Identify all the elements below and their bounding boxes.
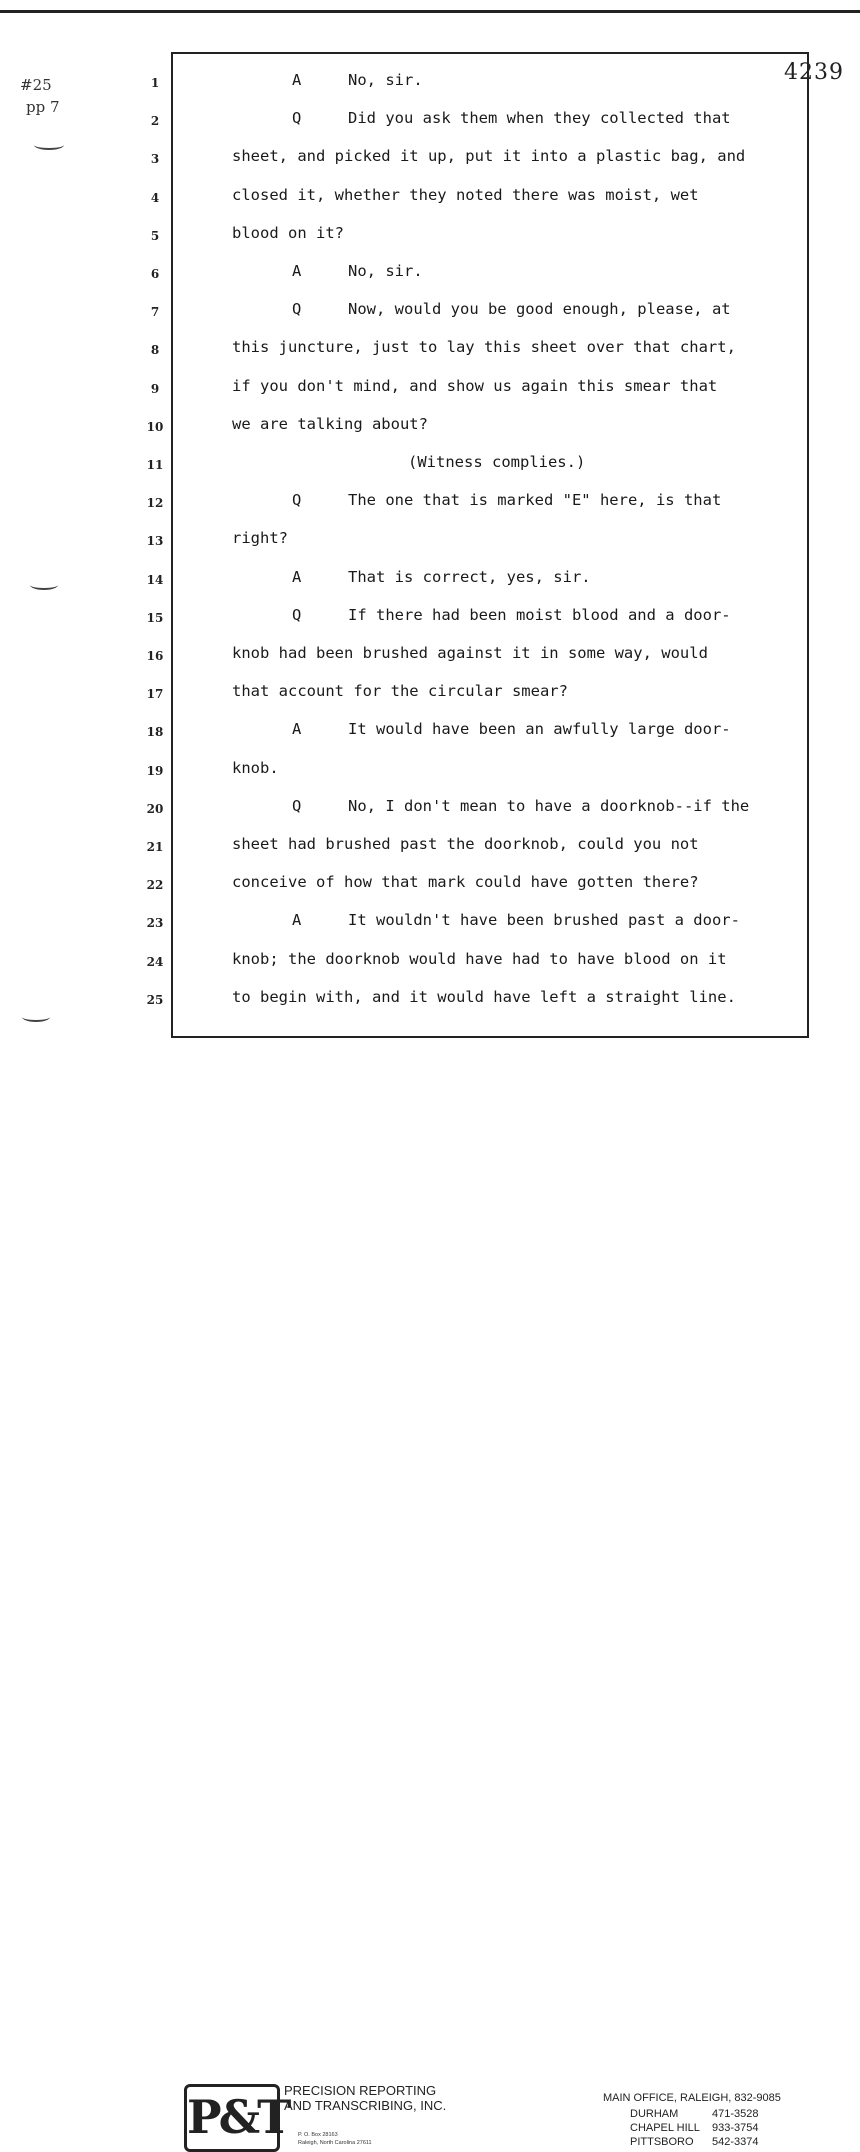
line-text: (Witness complies.) xyxy=(408,453,586,471)
speaker-label: A xyxy=(292,567,302,586)
transcript-line xyxy=(232,146,745,166)
office-chapel-hill xyxy=(630,2121,820,2135)
line-text: It would have been an awfully large door- xyxy=(348,720,731,739)
line-text: sheet had brushed past the doorknob, could you not xyxy=(232,835,699,853)
line-number: 15 xyxy=(146,610,164,625)
line-number: 14 xyxy=(146,572,164,587)
transcript-line xyxy=(232,949,727,969)
line-number: 4 xyxy=(150,190,160,205)
transcript-line xyxy=(232,872,699,892)
speaker-label: Q xyxy=(292,796,302,815)
address-line2: Raleigh, North Carolina 27611 xyxy=(298,2140,372,2146)
line-text: It wouldn't have been brushed past a door- xyxy=(348,911,740,930)
line-number: 3 xyxy=(150,152,160,167)
line-text: closed it, whether they noted there was moist, wet xyxy=(232,185,699,204)
transcript-body xyxy=(0,0,860,1040)
office-city: CHAPEL HILL xyxy=(630,2122,700,2134)
speaker-label: A xyxy=(292,262,302,280)
line-text: to begin with, and it would have left a straight line. xyxy=(232,987,736,1006)
line-text: sheet, and picked it up, put it into a plastic bag, and xyxy=(232,147,746,166)
line-text: blood on it? xyxy=(232,223,344,242)
transcript-line xyxy=(292,910,740,930)
transcript-line xyxy=(292,605,731,625)
line-number: 24 xyxy=(146,954,164,969)
line-number: 19 xyxy=(146,763,164,778)
office-phone: 933-3754 xyxy=(712,2122,759,2134)
line-text: Now, would you be good enough, please, at xyxy=(348,300,731,319)
line-number: 6 xyxy=(150,267,160,281)
footer xyxy=(0,1040,860,2148)
office-pittsboro xyxy=(630,2135,820,2149)
office-city: PITTSBORO xyxy=(630,2136,694,2148)
line-text: That is correct, yes, sir. xyxy=(348,567,591,586)
line-text: that account for the circular smear? xyxy=(232,682,568,701)
transcript-line xyxy=(232,376,717,396)
firm-address xyxy=(298,2131,498,2147)
transcript-line xyxy=(232,414,428,434)
line-number: 13 xyxy=(146,534,164,549)
speaker-label: A xyxy=(292,71,302,89)
transcript-line xyxy=(292,490,721,510)
office-phone: 542-3374 xyxy=(712,2136,759,2148)
line-number: 23 xyxy=(146,916,164,931)
speaker-label: Q xyxy=(292,605,302,624)
line-number: 12 xyxy=(146,496,164,511)
line-number: 20 xyxy=(146,801,164,816)
pages-note: pp 7 xyxy=(26,98,60,116)
transcript-line xyxy=(232,185,699,205)
line-text: The one that is marked "E" here, is that xyxy=(348,491,722,510)
firm-name-line2: AND TRANSCRIBING, INC. xyxy=(284,2098,447,2113)
line-number: 16 xyxy=(146,649,164,663)
line-number: 17 xyxy=(146,687,164,702)
exhibit-note: #25 xyxy=(20,76,52,94)
main-office: MAIN OFFICE, RALEIGH, 832-9085 xyxy=(603,2092,781,2104)
line-text: No, I don't mean to have a doorknob--if the xyxy=(348,796,750,815)
transcript-line xyxy=(292,261,423,281)
line-number: 18 xyxy=(146,725,164,740)
line-text: conceive of how that mark could have gotten there? xyxy=(232,873,699,892)
speaker-label: Q xyxy=(292,109,302,128)
line-number: 2 xyxy=(150,114,160,129)
speaker-label: A xyxy=(292,720,302,739)
line-text: we are talking about? xyxy=(232,414,428,433)
line-text: knob; the doorknob would have had to have blood on it xyxy=(232,949,727,968)
transcript-line xyxy=(232,337,736,357)
transcript-line xyxy=(292,70,423,90)
line-number: 8 xyxy=(150,343,160,358)
line-text: if you don't mind, and show us again this smear that xyxy=(232,376,718,395)
line-number: 22 xyxy=(146,878,164,893)
firm-logo: P&T xyxy=(184,2084,280,2152)
line-number: 7 xyxy=(150,305,160,320)
speaker-label: Q xyxy=(292,300,302,319)
line-number: 11 xyxy=(146,458,164,472)
line-text: knob had been brushed against it in some way, would xyxy=(232,644,708,662)
line-number: 25 xyxy=(146,992,164,1007)
transcript-line xyxy=(232,223,344,243)
transcript-line xyxy=(232,834,699,854)
transcript-line xyxy=(292,719,731,739)
office-durham xyxy=(630,2107,820,2121)
line-number: 1 xyxy=(150,76,160,90)
transcript-line xyxy=(232,987,736,1007)
line-text: knob. xyxy=(232,758,279,777)
office-phone: 471-3528 xyxy=(712,2108,759,2120)
firm-name-line1: PRECISION REPORTING xyxy=(284,2083,437,2098)
transcript-line xyxy=(292,299,731,319)
transcript-line xyxy=(232,758,279,778)
office-city: DURHAM xyxy=(630,2108,679,2120)
transcript-line xyxy=(232,643,708,663)
transcript-line xyxy=(292,108,731,128)
transcript-line xyxy=(408,452,585,472)
line-text: No, sir. xyxy=(348,262,423,280)
speaker-label: A xyxy=(292,911,302,930)
transcript-line xyxy=(232,681,568,701)
line-text: right? xyxy=(232,529,288,548)
line-text: No, sir. xyxy=(348,71,423,89)
line-number: 21 xyxy=(146,840,164,854)
line-text: If there had been moist blood and a door- xyxy=(348,605,731,624)
line-text: this juncture, just to lay this sheet over that chart, xyxy=(232,338,736,357)
transcript-line xyxy=(232,528,288,548)
line-number: 5 xyxy=(150,228,160,243)
page-number: 4239 xyxy=(784,60,844,85)
line-number: 9 xyxy=(150,381,160,396)
transcript-line xyxy=(292,567,591,587)
address-line1: P. O. Box 28163 xyxy=(298,2132,338,2138)
line-number: 10 xyxy=(146,419,164,434)
line-text: Did you ask them when they collected that xyxy=(348,109,731,128)
speaker-label: Q xyxy=(292,491,302,510)
transcript-line xyxy=(292,796,749,816)
firm-name xyxy=(284,2083,514,2113)
